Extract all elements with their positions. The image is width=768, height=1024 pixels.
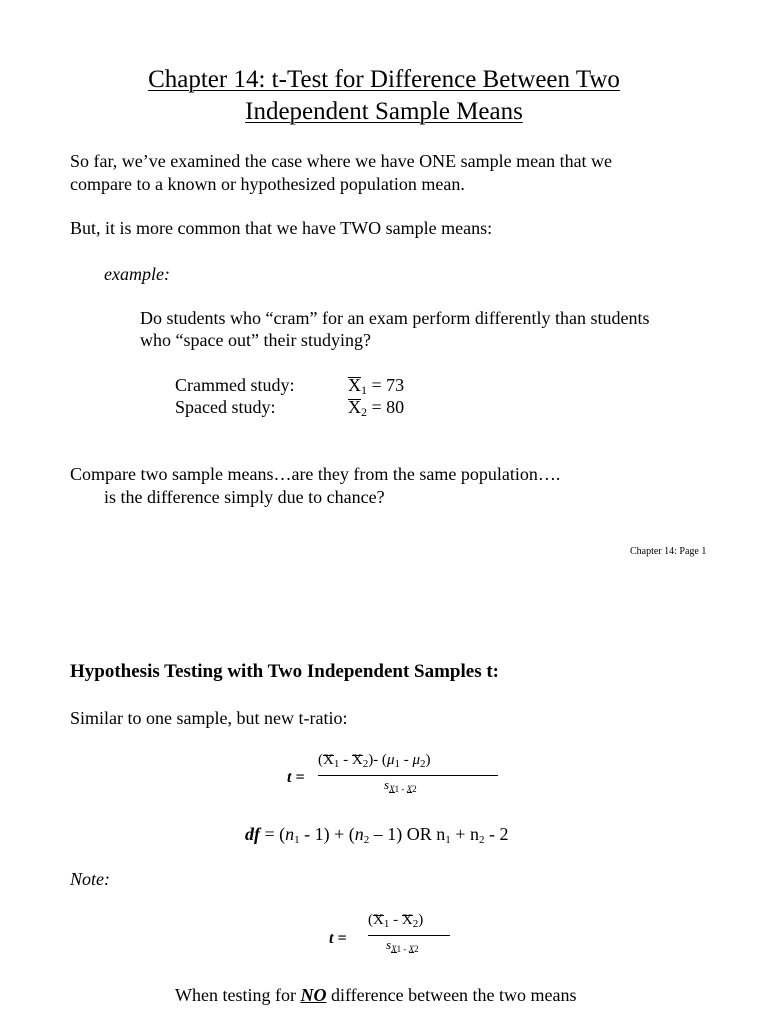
- sample-mean-symbol: X: [348, 375, 361, 395]
- compare-line-2: is the difference simply due to chance?: [104, 487, 385, 507]
- formula-1-lhs: t =: [287, 769, 305, 786]
- crammed-study-label: Crammed study:: [175, 375, 295, 395]
- formula-2-numerator: $(X_1 - X_2)$: [368, 912, 424, 930]
- mean-value: = 73: [367, 375, 405, 395]
- compare-line-1: Compare two sample means…are they from the same population….: [70, 464, 561, 484]
- intro-paragraph-line-1: So far, we’ve examined the case where we have ONE sample mean that we: [70, 151, 613, 171]
- formula-1-numerator: $(X_1 - X_2)-$ $(\mu_1 - \mu_2)$: [318, 752, 431, 770]
- formula-2-denominator: $s_{X1 - X2}$: [386, 937, 419, 954]
- two-means-paragraph: But, it is more common that we have TWO sample means:: [70, 218, 493, 238]
- intro-paragraph-line-2: compare to a known or hypothesized population mean.: [70, 174, 465, 194]
- degrees-of-freedom: df = $(n_1 - 1) + (n_2 - 1)$ OR $n_1 + n_2 - 2$: [245, 824, 509, 846]
- spaced-study-label: Spaced study:: [175, 397, 276, 417]
- no-difference-statement: When testing for NO difference between the two means: [175, 985, 577, 1005]
- sample-mean-symbol: X: [348, 397, 361, 417]
- crammed-study-mean: [348, 374, 404, 397]
- section-heading: Hypothesis Testing with Two Independent Samples t:: [70, 661, 500, 682]
- page-title-line-1: Chapter 14: t-Test for Difference Between Two: [148, 66, 620, 93]
- t-ratio-intro: Similar to one sample, but new t-ratio:: [70, 708, 348, 728]
- example-question-line-2: who “space out” their studying?: [140, 330, 371, 350]
- formula-2-fraction-bar: [368, 935, 450, 936]
- mean-value: = 80: [367, 397, 405, 417]
- example-question-line-1: Do students who “cram” for an exam perform differently than students: [140, 308, 650, 328]
- spaced-study-mean: [348, 396, 404, 419]
- note-label: Note:: [70, 869, 110, 889]
- subscript: 2: [361, 405, 367, 419]
- subscript: 1: [361, 383, 367, 397]
- page-title-line-2: Independent Sample Means: [245, 98, 523, 125]
- formula-1-fraction-bar: [318, 775, 498, 776]
- formula-1-denominator: $s_{X1 - X2}$: [384, 777, 417, 794]
- page-footer: Chapter 14: Page 1: [630, 546, 707, 557]
- example-label: example:: [104, 264, 170, 284]
- formula-2-lhs: t =: [329, 930, 347, 947]
